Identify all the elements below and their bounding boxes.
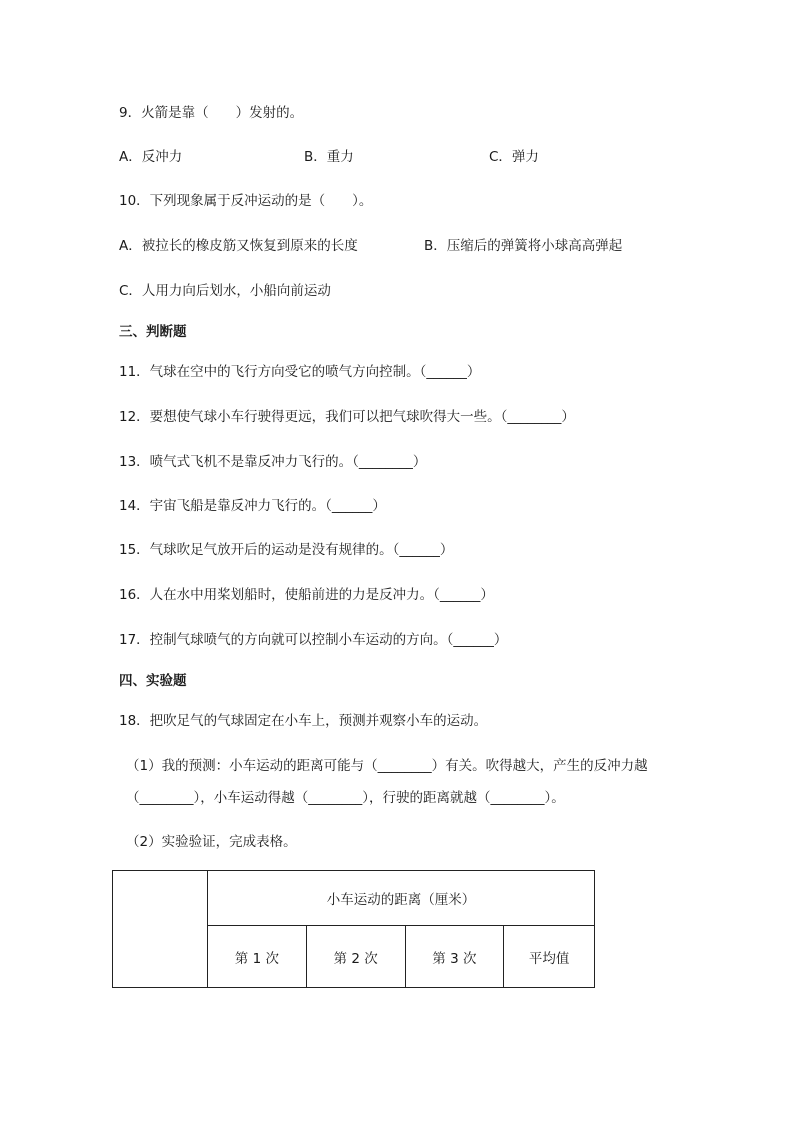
q18-part2: （2）实验验证，完成表格。 bbox=[126, 834, 297, 850]
table-column-average: 平均值 bbox=[504, 926, 595, 988]
q10-option-c: C．人用力向后划水，小船向前运动 bbox=[119, 283, 331, 299]
judgment-item: 15．气球吹足气放开后的运动是没有规律的。（______） bbox=[119, 542, 454, 558]
table-column-trial-3: 第 3 次 bbox=[405, 926, 504, 988]
q10-option-b: B．压缩后的弹簧将小球高高弹起 bbox=[424, 238, 623, 254]
judgment-item: 11．气球在空中的飞行方向受它的喷气方向控制。（______） bbox=[119, 364, 481, 380]
section-3-heading: 三、判断题 bbox=[119, 324, 187, 340]
judgment-item: 16．人在水中用桨划船时，使船前进的力是反冲力。（______） bbox=[119, 587, 494, 603]
q9-option-b: B．重力 bbox=[304, 149, 354, 165]
q9-stem: 9．火箭是靠（ ）发射的。 bbox=[119, 105, 304, 121]
q18-stem: 18．把吹足气的气球固定在小车上，预测并观察小车的运动。 bbox=[119, 713, 488, 729]
q18-part1-line2: （________），小车运动得越（________），行驶的距离就越（________）。 bbox=[126, 790, 565, 806]
table-column-trial-2: 第 2 次 bbox=[306, 926, 405, 988]
q9-option-a: A．反冲力 bbox=[119, 149, 183, 165]
judgment-item: 13．喷气式飞机不是靠反冲力飞行的。（________） bbox=[119, 454, 427, 470]
section-4-heading: 四、实验题 bbox=[119, 673, 187, 689]
q10-stem: 10．下列现象属于反冲运动的是（ ）。 bbox=[119, 193, 373, 209]
q10-option-a: A．被拉长的橡皮筋又恢复到原来的长度 bbox=[119, 238, 358, 254]
judgment-item: 14．宇宙飞船是靠反冲力飞行的。（______） bbox=[119, 498, 386, 514]
q18-part1-line1: （1）我的预测：小车运动的距离可能与（________）有关。吹得越大，产生的反冲力越 bbox=[126, 758, 648, 774]
judgment-item: 12．要想使气球小车行驶得更远，我们可以把气球吹得大一些。（________） bbox=[119, 409, 575, 425]
table-blank-cell[interactable] bbox=[113, 871, 208, 988]
table-header: 小车运动的距离（厘米） bbox=[208, 871, 595, 926]
judgment-item: 17．控制气球喷气的方向就可以控制小车运动的方向。（______） bbox=[119, 632, 508, 648]
table-column-trial-1: 第 1 次 bbox=[208, 926, 307, 988]
q9-option-c: C．弹力 bbox=[489, 149, 539, 165]
experiment-table bbox=[112, 870, 595, 988]
